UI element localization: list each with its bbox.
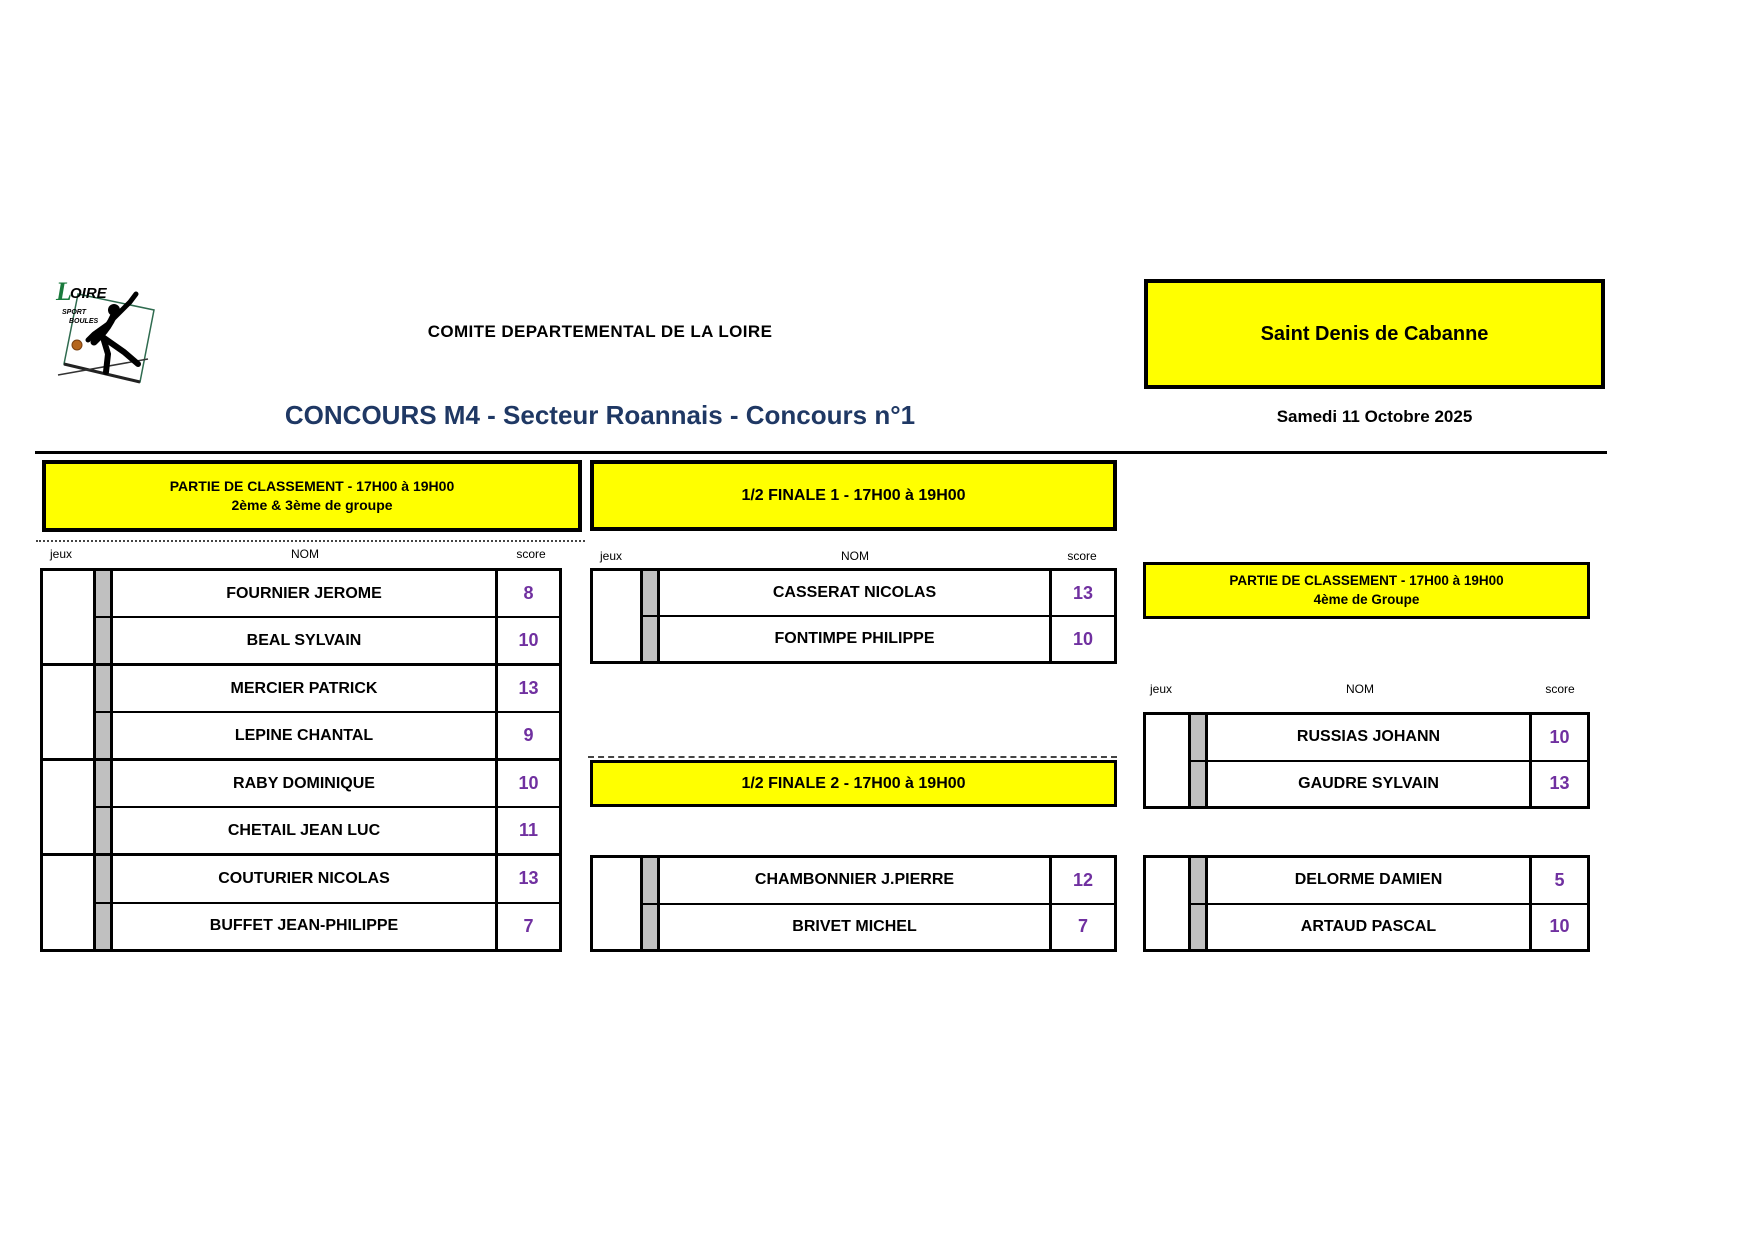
jeux-cell [1146,858,1191,949]
semifinal1-label: 1/2 FINALE 1 - 17H00 à 19H00 [741,486,966,504]
left-header-line1: PARTIE DE CLASSEMENT - 17H00 à 19H00 [169,478,455,495]
middle-col-header-score: score [1067,549,1097,563]
player-name: CASSERAT NICOLAS [772,584,937,601]
left-header-line2: 2ème & 3ème de groupe [231,497,393,513]
venue-label: Saint Denis de Cabanne [1260,322,1489,345]
middle-pagebreak-dashed-line [588,756,1117,758]
left-col-header-score: score [516,547,546,561]
player-row [96,902,559,950]
player-score: 13 [495,856,559,902]
player-name: BRIVET MICHEL [792,917,917,935]
player-row [96,571,559,616]
player-name: GAUDRE SYLVAIN [1298,774,1439,792]
player-name: RABY DOMINIQUE [233,774,375,792]
semifinal2-match [590,855,1117,952]
player-name: FONTIMPE PHILIPPE [774,630,935,647]
right-col-header-score: score [1545,682,1575,696]
player-row [1191,858,1587,903]
player-name: BEAL SYLVAIN [246,631,362,649]
jeux-cell [1146,715,1191,806]
gray-strip [96,808,113,853]
boule-ball-icon [72,340,82,350]
player-name: BUFFET JEAN-PHILIPPE [209,917,399,935]
gray-strip [643,905,660,950]
player-score: 12 [1049,858,1114,903]
player-row [1191,715,1587,760]
player-score: 10 [495,618,559,663]
player-row [96,761,559,806]
gray-strip [96,666,113,711]
player-name: RUSSIAS JOHANN [1296,728,1441,746]
right-col-header-jeux: jeux [1150,682,1173,696]
left-match-4 [40,853,562,952]
player-row [96,806,559,853]
player-row [643,858,1114,903]
middle-col-header-nom: NOM [841,549,869,563]
player-score: 10 [495,761,559,806]
player-score: 13 [495,666,559,711]
jeux-cell [593,571,643,661]
gray-strip [1191,715,1208,760]
left-match-1 [40,568,562,666]
contest-title: CONCOURS M4 - Secteur Roannais - Concours n°1 [284,400,916,430]
player-score: 10 [1049,617,1114,661]
player-score: 5 [1529,858,1587,903]
player-name: LEPINE CHANTAL [234,726,374,744]
jeux-cell [43,666,96,758]
committee-title: COMITE DEPARTEMENTAL DE LA LOIRE [427,322,773,341]
player-row [96,666,559,711]
player-row [96,856,559,902]
player-row [1191,760,1587,807]
middle-col-header-jeux: jeux [600,549,623,563]
player-score: 9 [495,713,559,758]
player-name: COUTURIER NICOLAS [218,869,390,887]
left-match-3 [40,758,562,856]
player-score: 7 [1049,905,1114,950]
player-name: MERCIER PATRICK [230,679,378,697]
player-score: 11 [495,808,559,853]
venue-box [1144,279,1605,389]
player-row [643,571,1114,615]
loire-sport-boules-logo [50,268,168,400]
player-score: 8 [495,571,559,616]
gray-strip [96,571,113,616]
right-header-line1: PARTIE DE CLASSEMENT - 17H00 à 19H00 [1229,573,1504,589]
semifinal2-label: 1/2 FINALE 2 - 17H00 à 19H00 [741,774,966,792]
left-col-header-jeux: jeux [50,547,73,561]
gray-strip [96,618,113,663]
semifinal2-header [590,760,1117,807]
jeux-cell [43,571,96,663]
right-section-header [1143,562,1590,619]
left-pagebreak-dotted-line [36,540,585,542]
header-divider-line [35,451,1607,454]
gray-strip [1191,905,1208,950]
logo-boules-text: BOULES [69,318,99,325]
gray-strip [96,904,113,950]
player-row [96,711,559,758]
player-name: DELORME DAMIEN [1294,871,1443,889]
player-row [96,616,559,663]
logo-sport-text: SPORT [62,309,86,316]
player-score: 7 [495,904,559,950]
gray-strip [643,571,660,615]
semifinal1-match [590,568,1117,664]
right-match-2 [1143,855,1590,952]
left-col-header-nom: NOM [291,547,319,561]
right-header-line2: 4ème de Groupe [1313,591,1420,607]
jeux-cell [43,761,96,853]
semifinal1-header [590,460,1117,531]
player-name: FOURNIER JEROME [226,584,382,602]
player-score: 13 [1529,762,1587,807]
player-row [643,903,1114,950]
gray-strip [96,713,113,758]
gray-strip [96,761,113,806]
player-name: CHETAIL JEAN LUC [227,821,381,839]
left-match-2 [40,663,562,761]
jeux-cell [43,856,96,949]
gray-strip [96,856,113,902]
left-section-header [42,460,582,532]
player-score: 10 [1529,905,1587,950]
player-score: 10 [1529,715,1587,760]
player-score: 13 [1049,571,1114,615]
contest-date: Samedi 11 Octobre 2025 [1276,407,1473,426]
player-name: ARTAUD PASCAL [1300,917,1437,935]
right-match-1 [1143,712,1590,809]
gray-strip [1191,858,1208,903]
gray-strip [1191,762,1208,807]
player-row [643,615,1114,661]
gray-strip [643,858,660,903]
gray-strip [643,617,660,661]
jeux-cell [593,858,643,949]
right-col-header-nom: NOM [1346,682,1374,696]
logo-oire-text: OIRE [70,285,107,302]
logo-letter-l: L [56,277,72,306]
player-name: CHAMBONNIER J.PIERRE [754,871,955,889]
player-row [1191,903,1587,950]
